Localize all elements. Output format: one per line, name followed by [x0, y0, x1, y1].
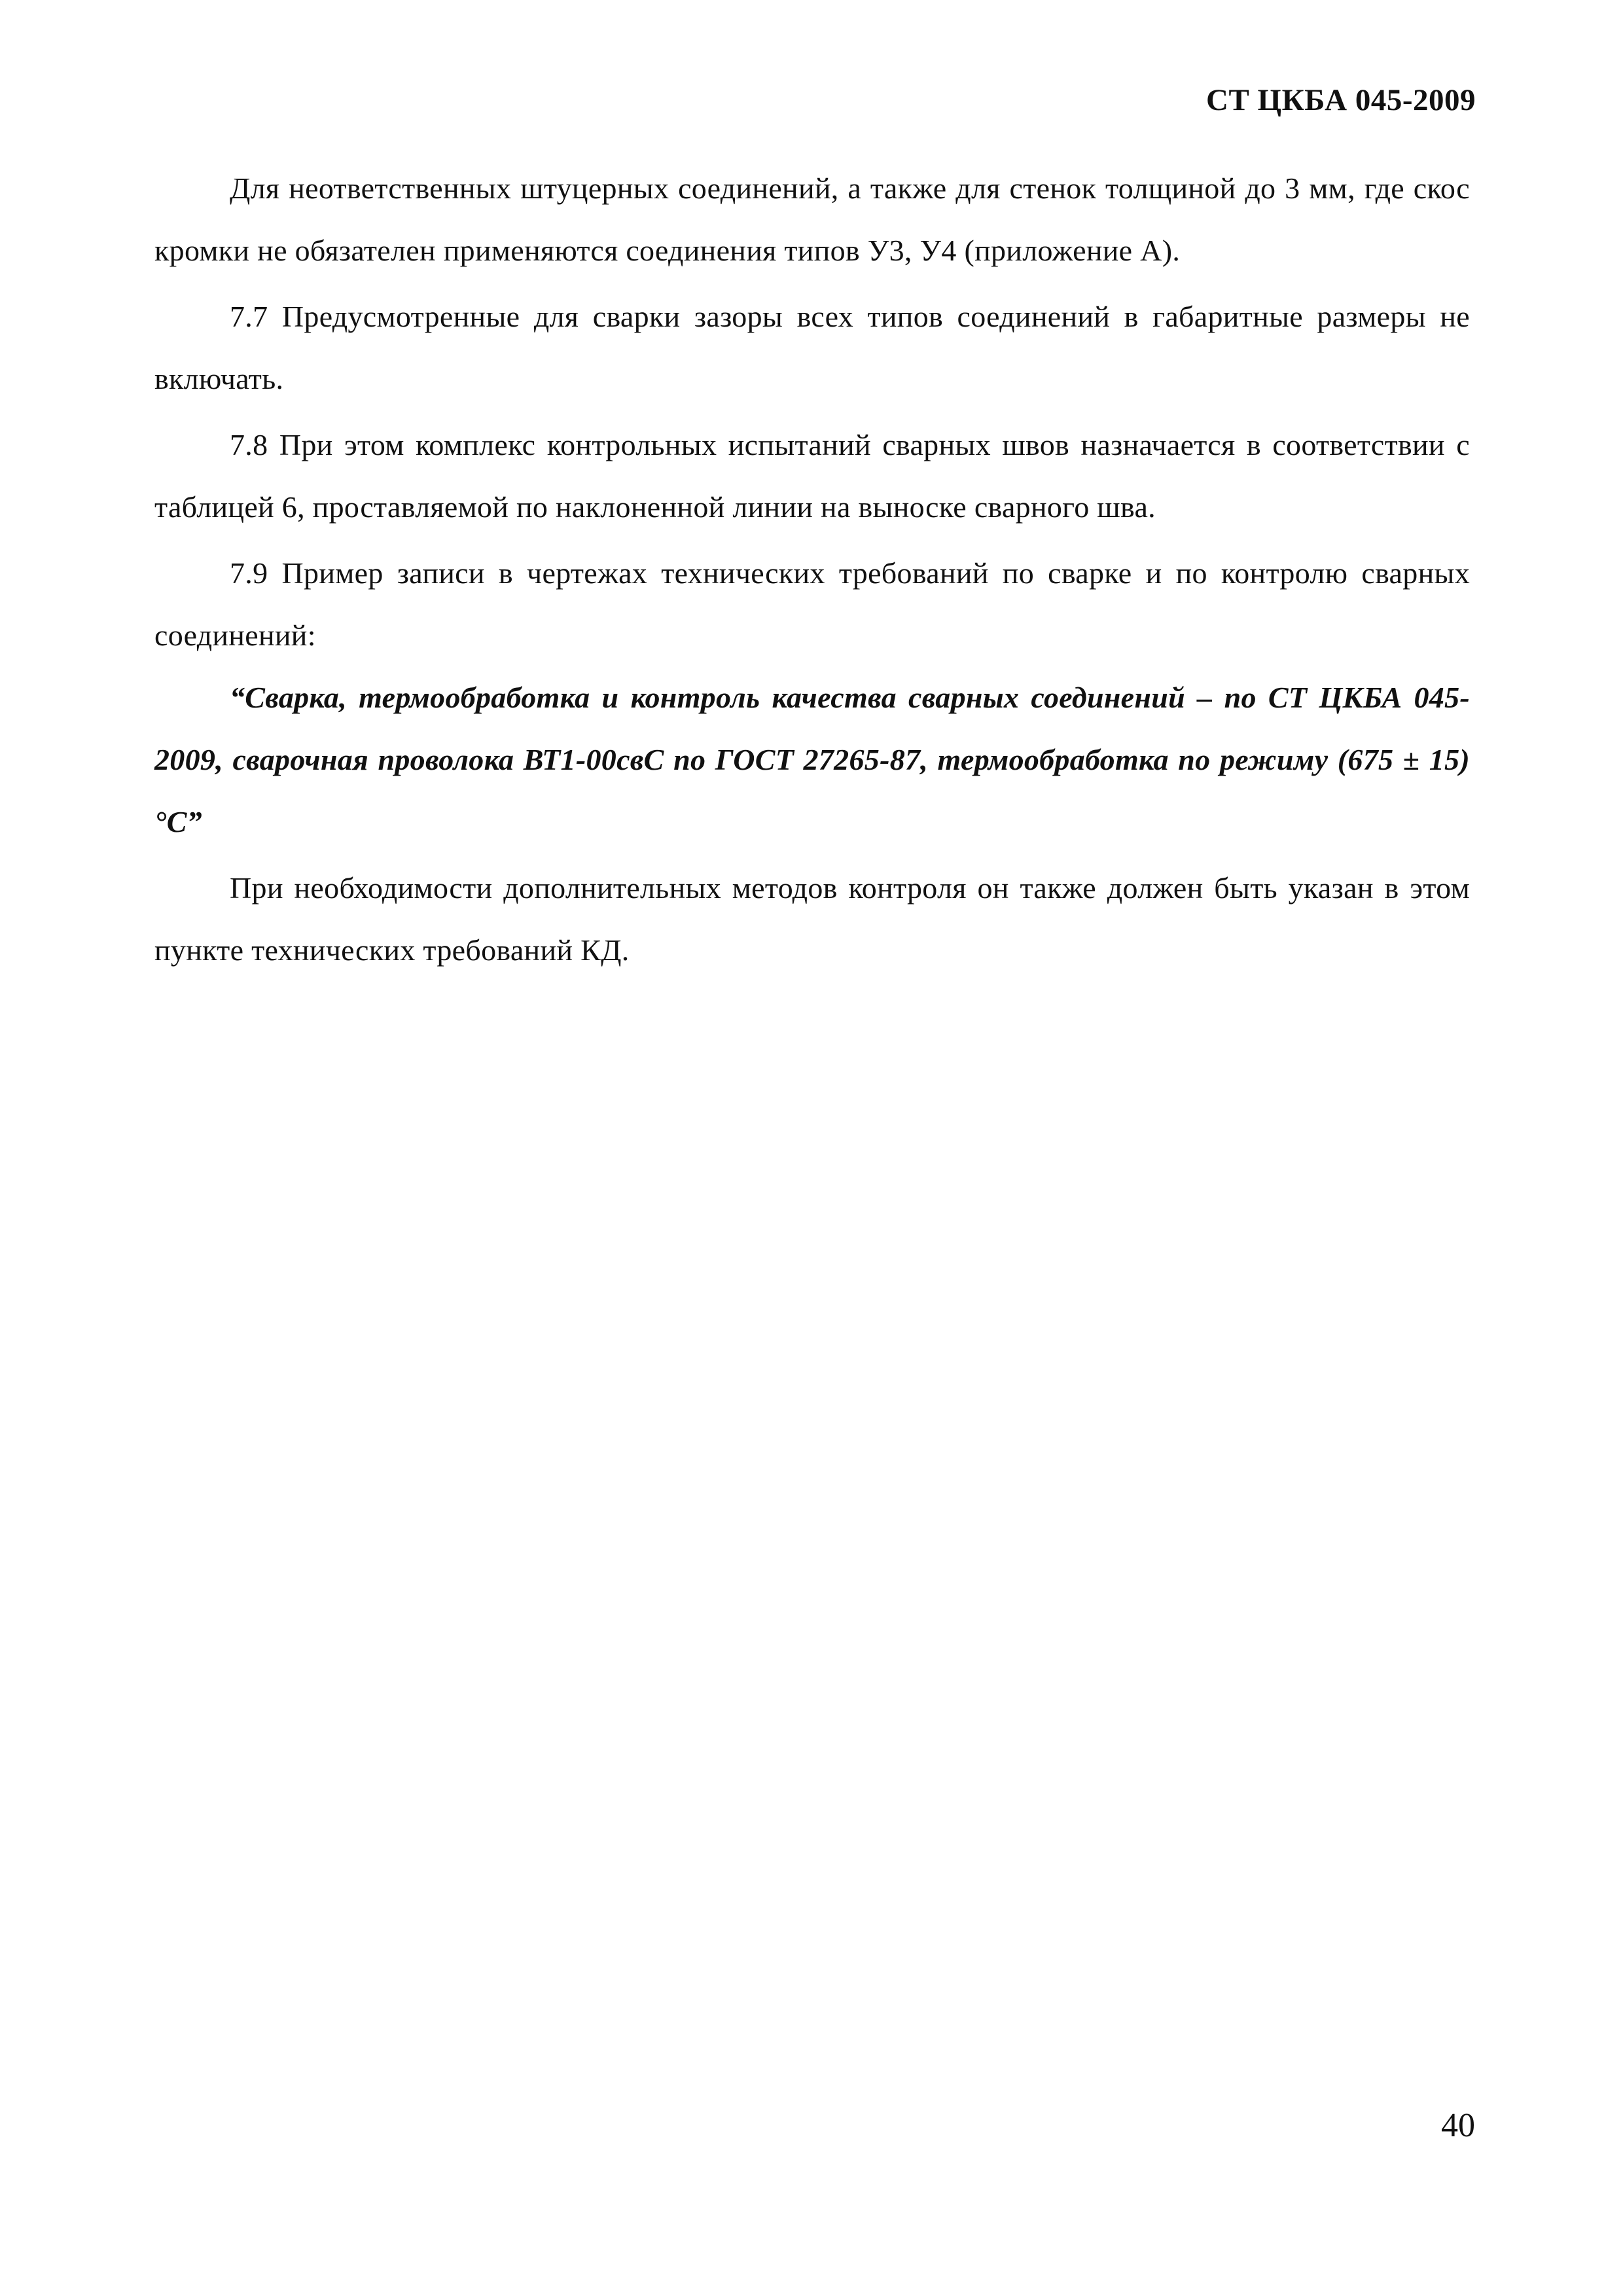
paragraph-7-9: 7.9 Пример записи в чертежах технических требований по сварке и по контролю сварных соединений:	[154, 556, 1470, 652]
document-code-header: СТ ЦКБА 045-2009	[1206, 83, 1476, 117]
paragraph-additional-control: При необходимости дополнительных методов контроля он также должен быть указан в этом пункте технических требований КД.	[154, 871, 1470, 967]
paragraph-7-8: 7.8 При этом комплекс контрольных испытаний сварных швов назначается в соответствии с таблицей 6, проставляемой по наклоненной линии на выноске сварного шва.	[154, 428, 1470, 524]
paragraph-fitting-joints: Для неответственных штуцерных соединений, а также для стенок толщиной до 3 мм, где скос кромки не обязателен применяются соединения типов У3, У4 (приложение А).	[154, 171, 1470, 267]
page-number: 40	[1441, 2107, 1475, 2144]
document-body	[154, 157, 1470, 981]
paragraph-7-7: 7.7 Предусмотренные для сварки зазоры всех типов соединений в габаритные размеры не включать.	[154, 300, 1470, 395]
example-requirement-quote: “Сварка, термообработка и контроль качества сварных соединений – по СТ ЦКБА 045-2009, сварочная проволока ВТ1-00свС по ГОСТ 27265-87, термообработка по режиму (675 ± 15) °С”	[154, 681, 1470, 838]
